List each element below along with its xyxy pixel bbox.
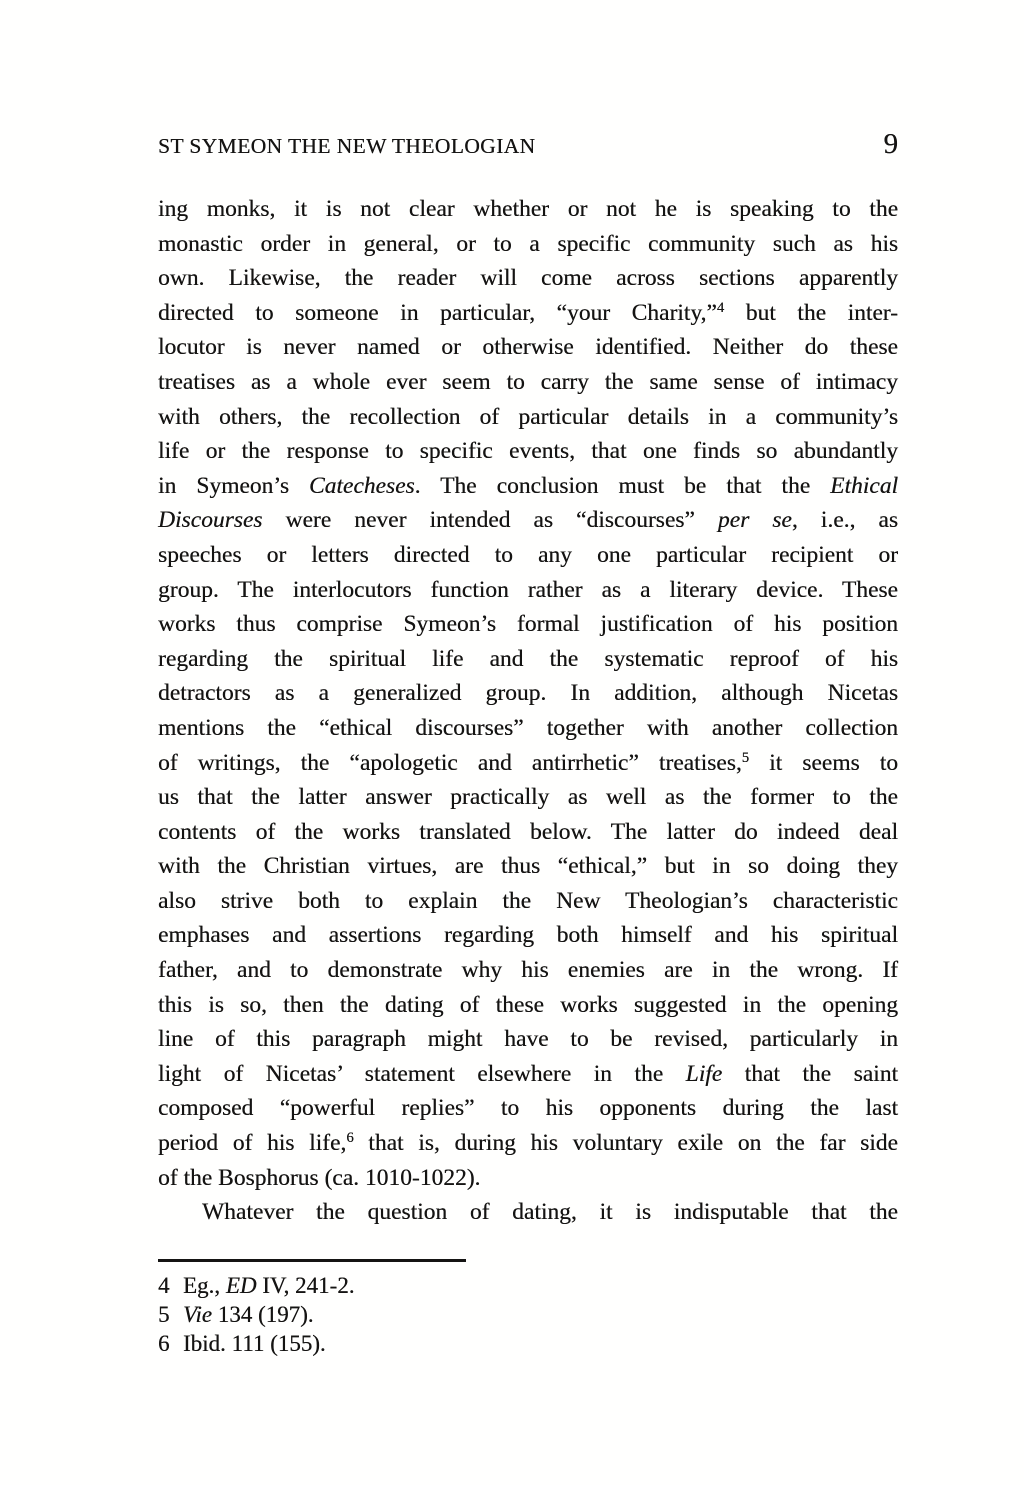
text-segment: light of Nicetas’ statement elsewhere in the — [158, 1060, 686, 1087]
footnote — [158, 1300, 898, 1329]
text-segment: that is, during his voluntary exile on the far side — [353, 1130, 898, 1157]
text-segment: mentions the “ethical discourses” together with another collection — [158, 714, 898, 741]
text-segment: Whatever the question of dating, it is indisputable that the — [202, 1199, 898, 1226]
text-line — [158, 988, 898, 1023]
text-segment: period of his life, — [158, 1130, 347, 1157]
text-segment: . The conclusion must be that the — [414, 472, 831, 499]
text-line — [158, 607, 898, 642]
text-segment: Ibid. 111 (155). — [183, 1331, 326, 1356]
text-segment: ED — [225, 1273, 257, 1298]
running-header: ST SYMEON THE NEW THEOLOGIAN — [158, 134, 536, 158]
footnote-number: 4 — [158, 1273, 170, 1298]
text-line — [158, 1022, 898, 1057]
text-segment: Discourses — [158, 507, 263, 534]
text-line — [158, 192, 898, 227]
footnote-number: 5 — [158, 1302, 170, 1327]
text-segment: line of this paragraph might have to be revised, particularly in — [158, 1026, 898, 1053]
footnote-text — [183, 1329, 898, 1358]
text-segment: of writings, the “apologetic and antirrhetic” treatises, — [158, 749, 742, 776]
text-segment: father, and to demonstrate why his enemies are in the wrong. If — [158, 957, 898, 984]
text-segment: ing monks, it is not clear whether or not he is speaking to the — [158, 196, 898, 222]
text-line — [158, 711, 898, 746]
text-line — [158, 780, 898, 815]
text-segment: with others, the recollection of particular details in a community’s — [158, 403, 898, 430]
footnote-reference: 6 — [346, 1130, 354, 1147]
text-line — [158, 642, 898, 677]
text-line — [158, 815, 898, 850]
text-segment: but the inter- — [724, 299, 898, 326]
text-segment: also strive both to explain the New Theologian’s characteristic — [158, 887, 898, 914]
text-line — [158, 1057, 898, 1092]
text-line — [158, 227, 898, 262]
page-header — [158, 128, 898, 161]
text-segment: IV, 241-2. — [256, 1273, 355, 1298]
text-segment: this is so, then the dating of these works suggested in the opening — [158, 991, 898, 1018]
text-line — [158, 849, 898, 884]
text-segment: monastic order in general, or to a specific community such as his — [158, 230, 898, 257]
text-line — [158, 746, 898, 781]
text-line — [158, 676, 898, 711]
text-line — [158, 434, 898, 469]
footnotes — [158, 1271, 898, 1358]
text-line — [158, 503, 898, 538]
text-segment: of the Bosphorus (ca. 1010-1022). — [158, 1164, 481, 1191]
text-segment: per se — [717, 507, 792, 534]
text-segment: life or the response to specific events, that one finds so abundantly — [158, 438, 898, 465]
text-segment: us that the latter answer practically as well as the former to the — [158, 784, 898, 811]
text-segment: Life — [685, 1060, 723, 1087]
text-segment: own. Likewise, the reader will come across sections apparently — [158, 265, 898, 292]
text-segment: Vie — [183, 1302, 212, 1327]
text-line — [158, 918, 898, 953]
footnote-reference: 5 — [741, 749, 749, 766]
text-line — [158, 1195, 898, 1230]
text-segment: Eg., — [183, 1273, 226, 1298]
text-segment: that the saint — [722, 1060, 898, 1087]
footnote — [158, 1271, 898, 1300]
footnote-text — [183, 1271, 898, 1300]
text-line — [158, 261, 898, 296]
text-segment: locutor is never named or otherwise identified. Neither do these — [158, 334, 898, 361]
text-line — [158, 538, 898, 573]
page-number: 9 — [883, 128, 898, 160]
text-segment: , i.e., as — [791, 507, 899, 534]
text-segment: treatises as a whole ever seem to carry the same sense of intimacy — [158, 368, 898, 395]
text-segment: composed “powerful replies” to his opponents during the last — [158, 1095, 898, 1122]
text-segment: contents of the works translated below. The latter do indeed deal — [158, 818, 898, 845]
text-line — [158, 1161, 898, 1196]
text-line — [158, 365, 898, 400]
text-line — [158, 573, 898, 608]
text-segment: emphases and assertions regarding both himself and his spiritual — [158, 922, 898, 949]
text-segment: it seems to — [749, 749, 898, 776]
text-line — [158, 469, 898, 504]
text-line — [158, 296, 898, 331]
text-line — [158, 953, 898, 988]
text-line — [158, 400, 898, 435]
footnote — [158, 1329, 898, 1358]
text-segment: detractors as a generalized group. In addition, although Nicetas — [158, 680, 898, 707]
text-segment: Ethical — [830, 472, 898, 499]
text-segment: speeches or letters directed to any one particular recipient or — [158, 541, 898, 568]
text-segment: Catecheses — [308, 472, 415, 499]
footnote-text — [183, 1300, 898, 1329]
text-line — [158, 1126, 898, 1161]
text-line — [158, 330, 898, 365]
text-segment: directed to someone in particular, “your Charity,” — [158, 299, 717, 326]
footnote-rule — [158, 1259, 466, 1262]
text-segment: works thus comprise Symeon’s formal justification of his position — [158, 611, 898, 638]
text-segment: group. The interlocutors function rather as a literary device. These — [158, 576, 898, 603]
text-line — [158, 1091, 898, 1126]
text-line — [158, 884, 898, 919]
text-segment: with the Christian virtues, are thus “ethical,” but in so doing they — [158, 853, 898, 880]
footnote-reference: 4 — [716, 299, 725, 316]
body-text — [158, 192, 898, 1230]
text-segment: regarding the spiritual life and the systematic reproof of his — [158, 645, 898, 672]
text-segment: were never intended as “discourses” — [262, 507, 718, 534]
text-segment: 134 (197). — [211, 1302, 314, 1327]
footnote-number: 6 — [158, 1331, 170, 1356]
text-segment: in Symeon’s — [158, 472, 309, 499]
